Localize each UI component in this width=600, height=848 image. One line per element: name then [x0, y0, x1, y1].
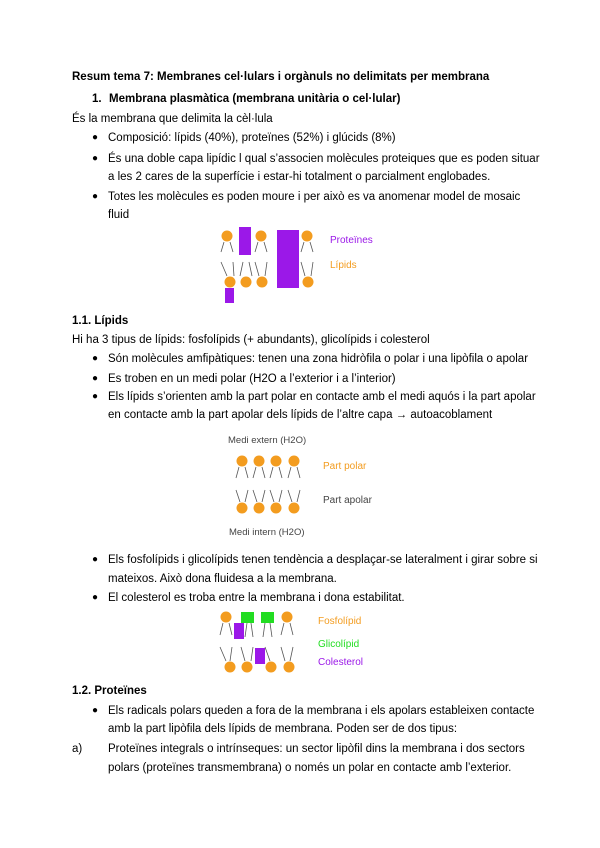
section-1-2-heading: 1.2. Proteïnes: [72, 685, 147, 697]
cholesterol-icon: [234, 623, 244, 639]
section-1-1-heading: 1.1. Lípids: [72, 315, 129, 327]
lipid-head-icon: [256, 231, 267, 242]
lipid-head-icon: [271, 456, 282, 467]
label-glicolipid: Glicolípid: [318, 639, 360, 650]
label-part-polar: Part polar: [323, 461, 367, 472]
bullet-icon: ●: [92, 554, 99, 565]
bullet-icon: ●: [92, 705, 99, 716]
lipid-head-icon: [225, 277, 236, 288]
list-item-continuation: polars (proteïnes transmembrana) o només un polar en contacte amb l’exterior.: [108, 762, 512, 774]
bullet-icon: ●: [92, 592, 99, 603]
list-item: Es troben en un medi polar (H2O a l’exterior i a l’interior): [108, 373, 396, 385]
lipid-tail-icon: [221, 262, 313, 276]
list-item: El colesterol es troba entre la membrana i dona estabilitat.: [108, 592, 405, 604]
lipid-tail-icon: [236, 490, 300, 502]
lipid-head-icon: [289, 503, 300, 514]
lipid-tail-icon: [220, 623, 293, 637]
list-item: És una doble capa lipídic l qual s’associen molècules proteiques que es poden situar: [108, 153, 540, 165]
glycolipid-head-icon: [261, 612, 274, 623]
phospholipid-head-icon: [284, 662, 295, 673]
lipid-head-icon: [222, 231, 233, 242]
item-a-marker: a): [72, 743, 83, 755]
lipid-head-icon: [303, 277, 314, 288]
section-1-1-intro: Hi ha 3 tipus de lípids: fosfolípids (+ abundants), glicolípids i colesterol: [72, 334, 430, 346]
lipid-head-icon: [257, 277, 268, 288]
section-1-intro: És la membrana que delimita la cèl·lula: [72, 113, 273, 125]
cholesterol-icon: [255, 648, 265, 664]
legend-lipids: Lípids: [330, 260, 357, 271]
protein-icon: [239, 227, 251, 255]
lipid-head-icon: [289, 456, 300, 467]
label-part-apolar: Part apolar: [323, 495, 372, 506]
lipid-bilayer-diagram: [221, 227, 314, 303]
lipid-tail-icon: [236, 467, 300, 478]
list-item: Proteïnes integrals o intrínseques: un sector lipòfil dins la membrana i dos sectors: [108, 743, 525, 755]
lipid-head-icon: [271, 503, 282, 514]
phospholipid-head-icon: [242, 662, 253, 673]
lipid-orientation-diagram: [236, 456, 300, 514]
label-medi-intern: Medi intern (H2O): [229, 527, 305, 538]
lipid-head-icon: [241, 277, 252, 288]
bullet-icon: ●: [92, 391, 99, 402]
lipid-head-icon: [302, 231, 313, 242]
list-item: Els lípids s’orienten amb la part polar en contacte amb el medi aquós i la part apolar: [108, 391, 536, 403]
protein-icon: [277, 230, 299, 288]
glycolipid-head-icon: [241, 612, 254, 623]
phospholipid-head-icon: [266, 662, 277, 673]
bullet-icon: ●: [92, 191, 99, 202]
label-fosfolipid: Fosfolípid: [318, 616, 362, 627]
section-1-number: 1.: [92, 93, 102, 105]
lipid-tail-icon: [221, 242, 313, 252]
list-item: Totes les molècules es poden moure i per això es va anomenar model de mosaic: [108, 191, 521, 203]
document-title: Resum tema 7: Membranes cel·lulars i orgànuls no delimitats per membrana: [72, 71, 490, 83]
list-item: Composició: lípids (40%), proteïnes (52%) i glúcids (8%): [108, 132, 396, 144]
list-item-continuation: amb la part lipòfila dels lípids de membrana. Poden ser de dos tipus:: [108, 723, 458, 735]
list-item-continuation: en contacte amb la part apolar dels lípids de l’altre capa → autoacoblament: [108, 409, 493, 421]
phospholipid-head-icon: [225, 662, 236, 673]
bullet-icon: ●: [92, 132, 99, 143]
lipid-types-diagram: [220, 612, 295, 673]
lipid-head-icon: [237, 503, 248, 514]
list-item: Els fosfolípids i glicolípids tenen tendència a desplaçar-se lateralment i girar sobre si: [108, 554, 538, 566]
protein-icon: [225, 288, 234, 303]
bullet-icon: ●: [92, 373, 99, 384]
phospholipid-head-icon: [282, 612, 293, 623]
list-item-continuation: mateixos. Això dona fluidesa a la membrana.: [108, 573, 337, 585]
label-medi-extern: Medi extern (H2O): [228, 435, 307, 446]
phospholipid-head-icon: [221, 612, 232, 623]
list-item-continuation: fluid: [108, 209, 130, 221]
bullet-icon: ●: [92, 153, 99, 164]
bullet-icon: ●: [92, 353, 99, 364]
legend-proteins: Proteïnes: [330, 235, 373, 246]
list-item-continuation: a les 2 cares de la superfície i estar-hi totalment o parcialment englobades.: [108, 171, 491, 183]
lipid-head-icon: [254, 503, 265, 514]
section-1-heading: Membrana plasmàtica (membrana unitària o cel·lular): [109, 93, 401, 105]
list-item: Els radicals polars queden a fora de la membrana i els apolars estableixen contacte: [108, 705, 535, 717]
lipid-head-icon: [254, 456, 265, 467]
list-item: Són molècules amfipàtiques: tenen una zona hidròfila o polar i una lipòfila o apolar: [108, 353, 529, 365]
label-colesterol: Colesterol: [318, 657, 364, 668]
lipid-head-icon: [237, 456, 248, 467]
